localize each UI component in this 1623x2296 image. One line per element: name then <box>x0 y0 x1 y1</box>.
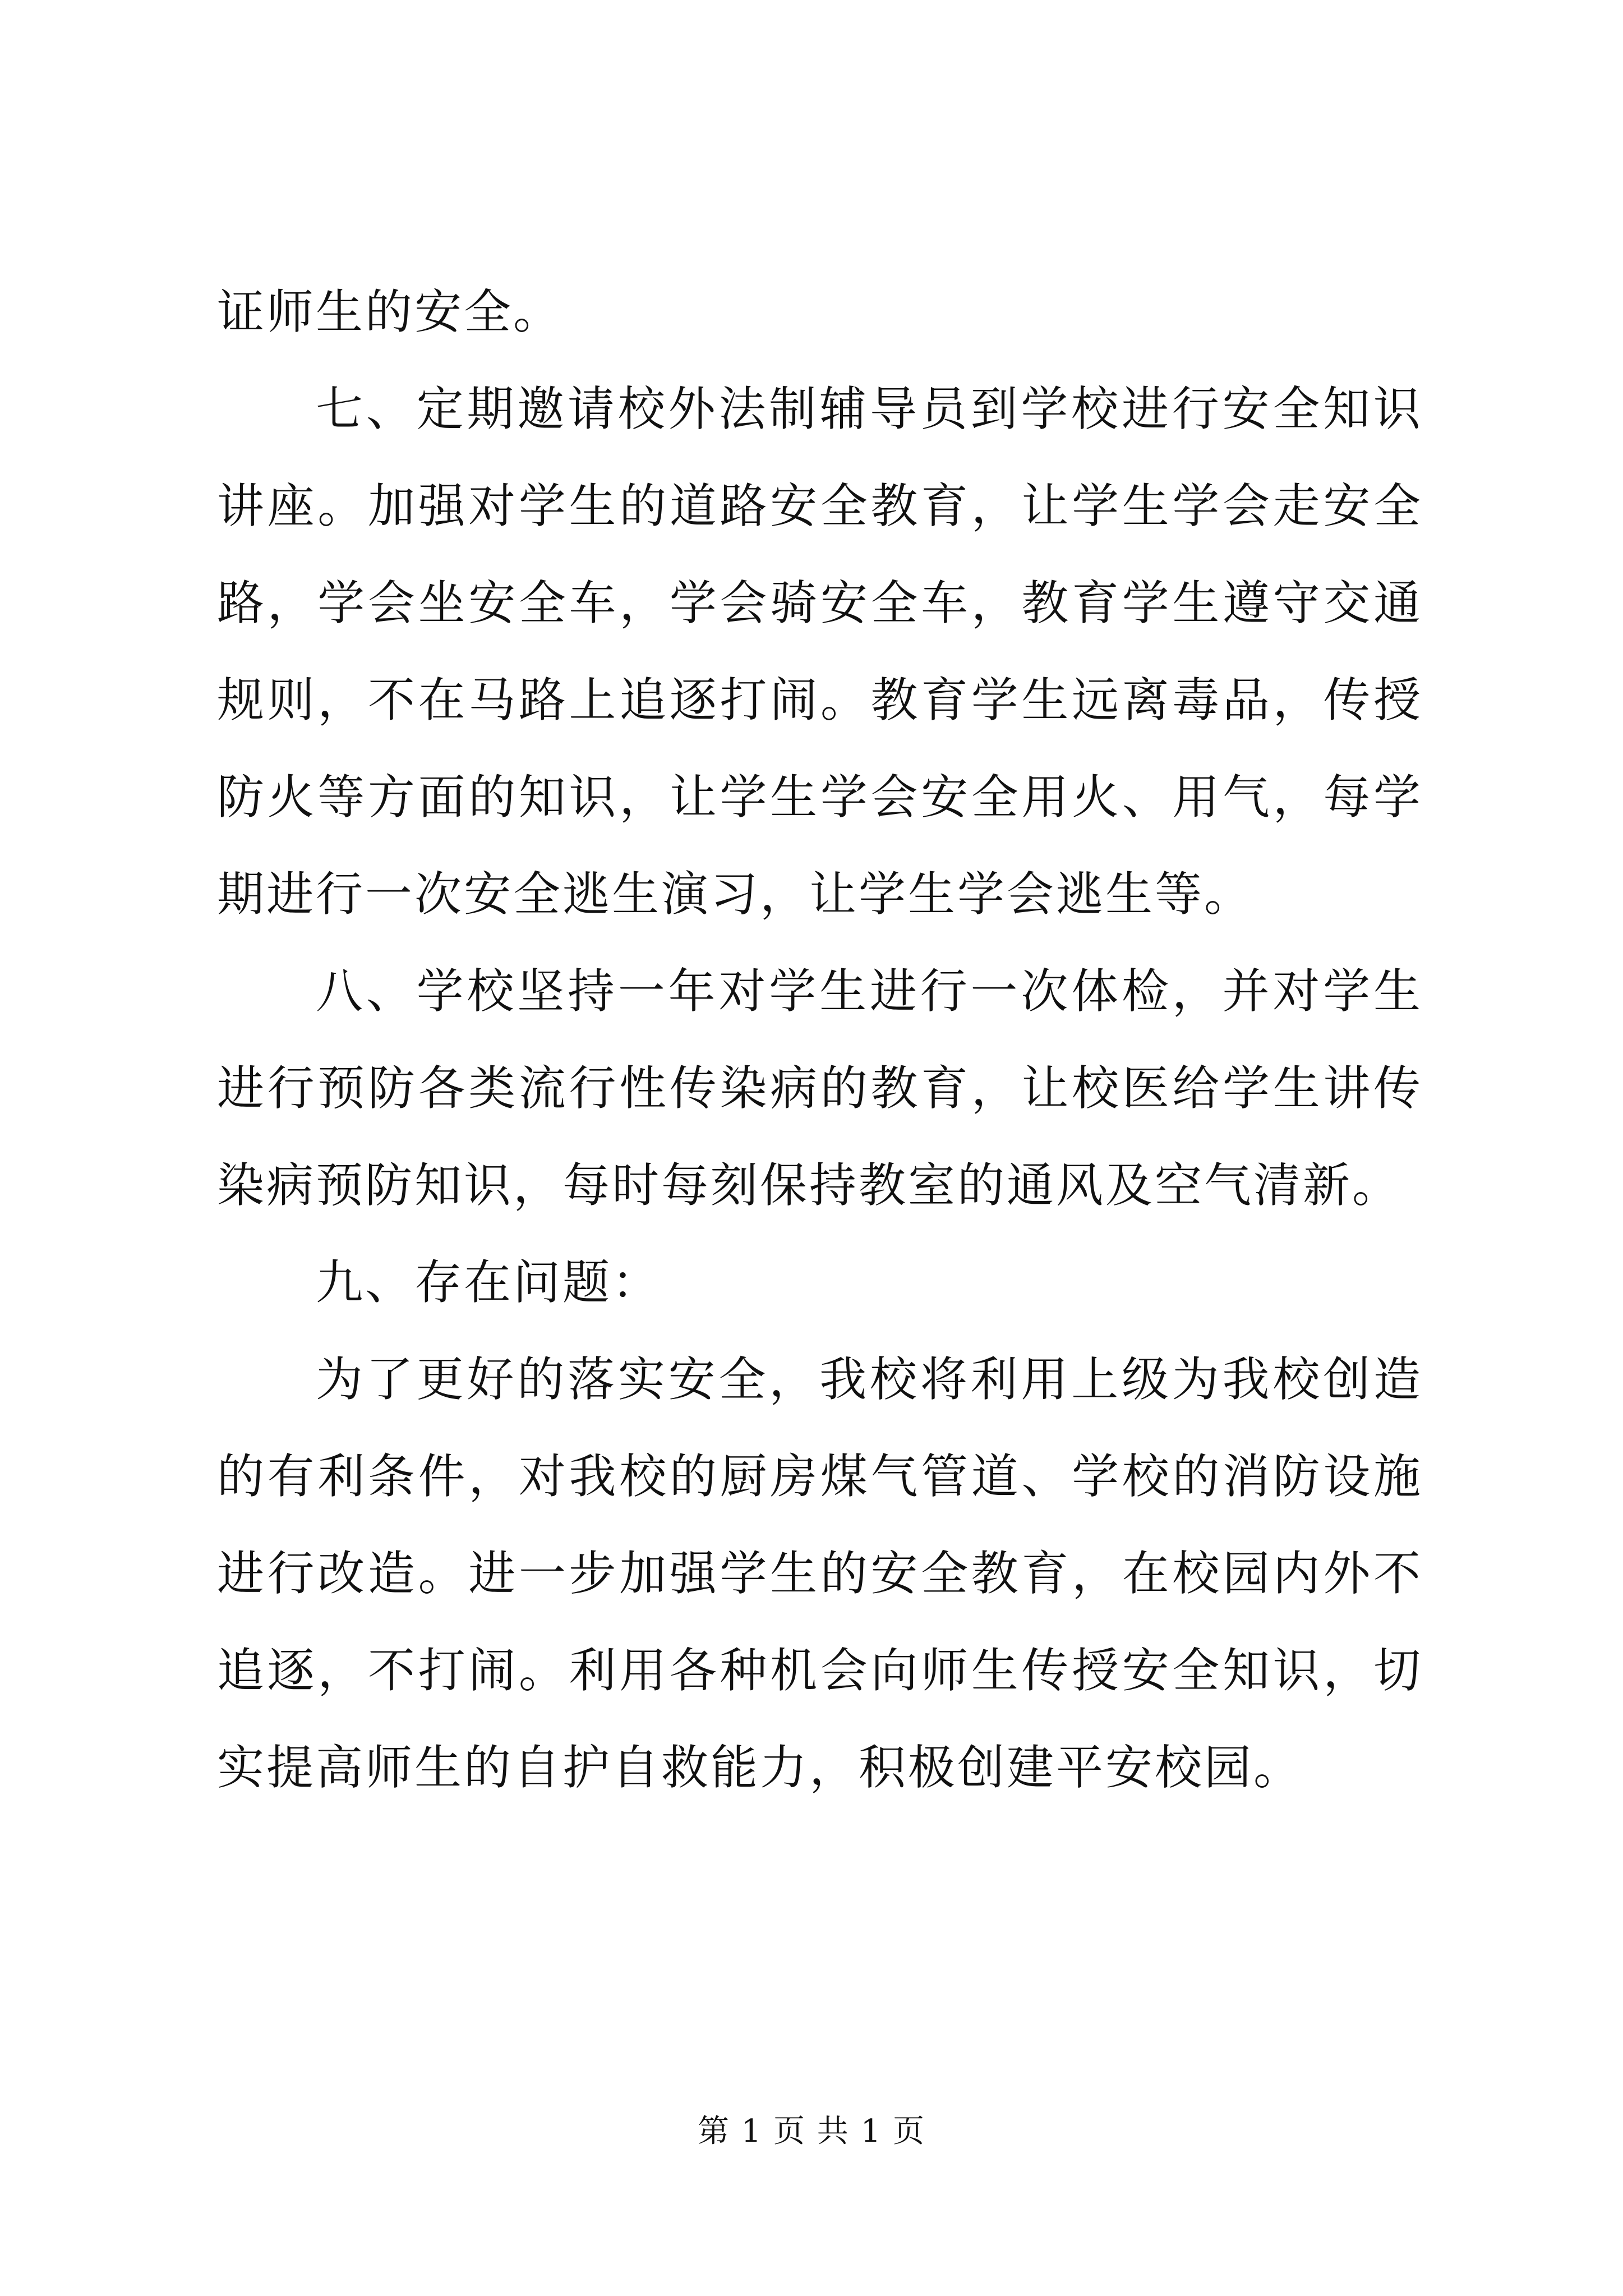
paragraph-section-7: 七、定期邀请校外法制辅导员到学校进行安全知识讲座。加强对学生的道路安全教育，让学生学会走安全路，学会坐安全车，学会骑安全车，教育学生遵守交通规则，不在马路上追逐打闹。教育学生远离毒品，传授防火等方面的知识，让学生学会安全用火、用气，每学期进行一次安全逃生演习，让学生学会逃生等。 <box>217 381 1423 922</box>
paragraph-continuation: 证师生的安全。 <box>217 284 563 339</box>
paragraph-section-9-heading: 九、存在问题： <box>316 1255 662 1310</box>
page-footer: 第 1 页 共 1 页 <box>697 2113 926 2150</box>
paragraph-section-8: 八、学校坚持一年对学生进行一次体检，并对学生进行预防各类流行性传染病的教育，让校医给学生讲传染病预防知识，每时每刻保持教室的通风及空气清新。 <box>217 964 1423 1213</box>
paragraph-section-9-body: 为了更好的落实安全，我校将利用上级为我校创造的有利条件，对我校的厨房煤气管道、学校的消防设施进行改造。进一步加强学生的安全教育，在校园内外不追逐，不打闹。利用各种机会向师生传授安全知识，切实提高师生的自护自救能力，积极创建平安校园。 <box>217 1352 1423 1795</box>
document-body <box>217 264 1423 1816</box>
